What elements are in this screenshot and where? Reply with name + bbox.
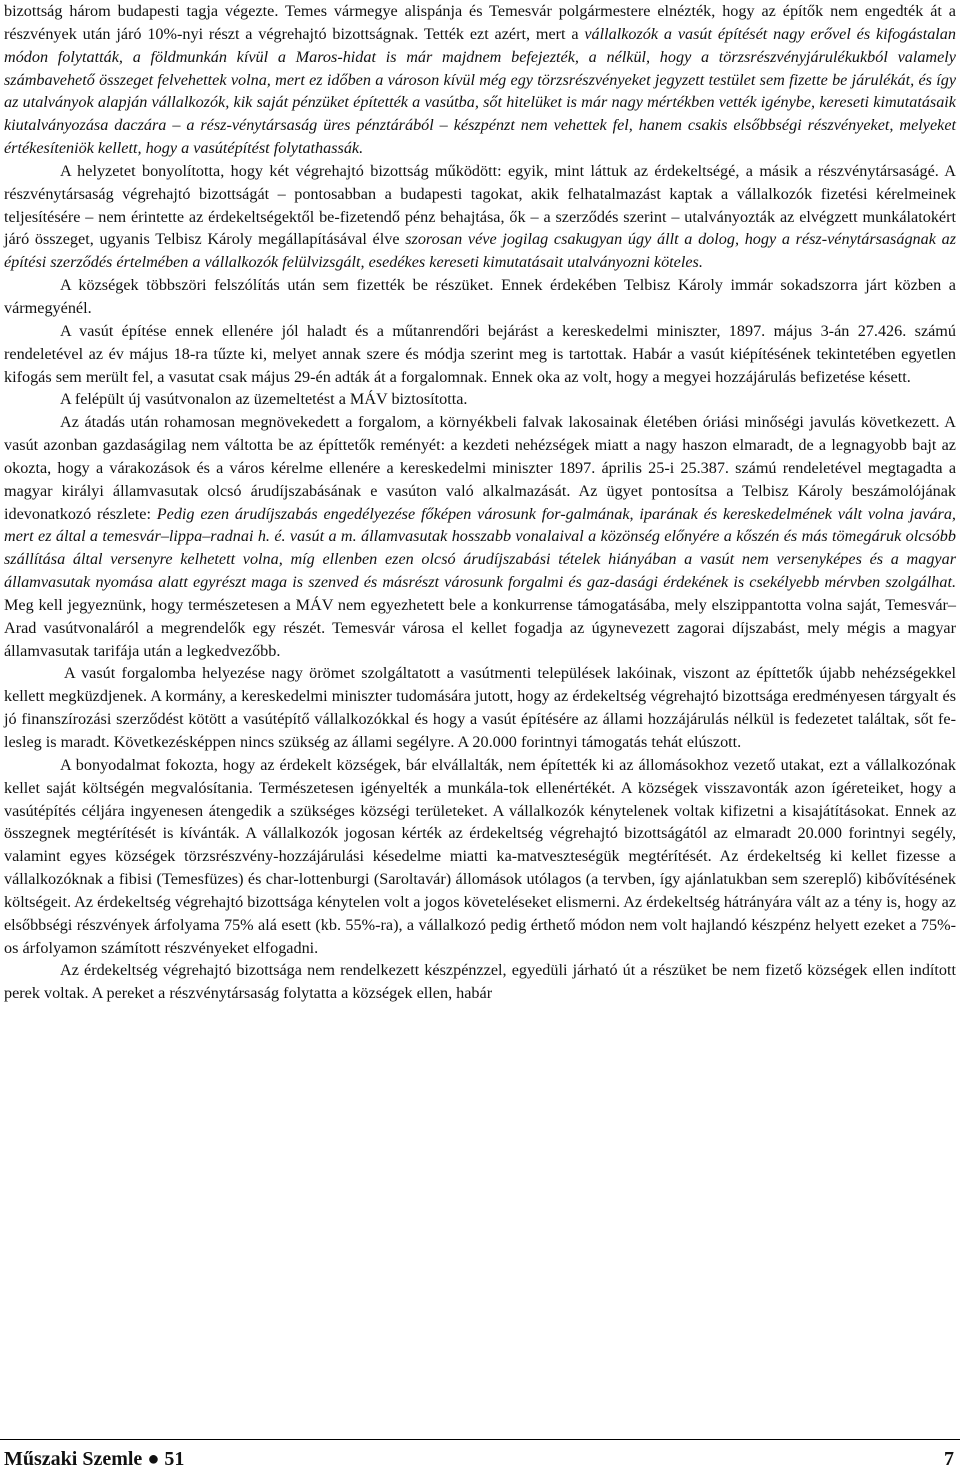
text-run: Az érdekeltség végrehajtó bizottsága nem rendelkezett készpénzzel, egyedüli járható út a részüket be nem fizető községek ellen indított perek voltak. A pereket a részvénytársaság folytatta a községek ellen, habár bbox=[4, 961, 956, 1003]
page-number: 7 bbox=[944, 1448, 954, 1470]
bullet-icon: ● bbox=[147, 1448, 160, 1470]
paragraph bbox=[4, 160, 956, 274]
issue-number: 51 bbox=[164, 1448, 185, 1470]
paragraph bbox=[4, 754, 956, 960]
italic-quote: szorosan véve jogilag csakugyan úgy állt a dolog, hogy a rész-vénytársaságnak az építési szerződés értelmében a vállalkozók felülvizsgált, esedékes kereseti kimutatásait utalványozni köteles. bbox=[4, 230, 957, 272]
paragraph bbox=[4, 959, 956, 1005]
text-run: A felépült új vasútvonalon az üzemeltetést a MÁV biztosította. bbox=[60, 390, 468, 409]
text-run: Meg kell jegyeznünk, hogy természetesen a MÁV nem egyezhetett bele a konkurrense támogatásába, mely elszippantotta volna saját, Temesvár–Arad vasútvonaláról a megrendelők egy részét. Temesvár városa el kellet fogadja az úgynevezett zagorai díjszabást, mely mégis a magyar államvasutak tarifája után a legkedvezőbb. bbox=[4, 595, 956, 660]
journal-title bbox=[4, 1447, 184, 1471]
text-run: Az átadás után rohamosan megnövekedett a forgalom, a környékbeli falvak lakosainak életében óriási minőségi javulás következett. A vasút azonban gazdaságilag nem váltotta be az építtetők reményét: a kezdeti nehézségek miatt a nagy haszon elmaradt, de a legnagyobb bajt az okozta, hogy a várakozások és a város kérelme ellenére a kereskedelmi miniszter 1897. április 25-i 25.387. számú rendeletével megtagadta a magyar királyi államvasutak olcsó árudíjszabásának e vasúton való alkalmazását. Az ügyet pontosítsa a Telbisz Károly beszámolójának idevonatkozó részlete: bbox=[4, 413, 956, 523]
text-run: A vasút forgalomba helyezése nagy örömet szolgáltatott a vasútmenti települések lakóinak, viszont az építtetők újabb nehézségekkel kellett megküzdjenek. A kormány, a kereskedelmi miniszter tudomására jutott, hogy az érdekeltség végrehajtó bizottsága eredményesen tárgyalt és jó finanszírozási szerződést kötött a vasútépítő vállalkozókkal és hogy a vasút építésére az állami hozzájárulás nélkül is fedezetet találtak, sőt fe-lesleg is maradt. Következésképpen nincs szükség az állami segélyre. A 20.000 forintnyi támogatás tehát elúszott. bbox=[4, 664, 956, 751]
paragraph bbox=[4, 411, 956, 662]
footer-divider bbox=[0, 1439, 960, 1440]
text-run: A községek többszöri felszólítás után sem fizették be részüket. Ennek érdekében Telbisz Károly immár sokadszorra járt közben a vármegyénél. bbox=[4, 276, 956, 317]
journal-name: Műszaki Szemle bbox=[4, 1448, 143, 1470]
text-run: A bonyodalmat fokozta, hogy az érdekelt községek, bár elvállalták, nem építették ki az állomásokhoz vezető utakat, ezt a vállalkozónak kellet saját költségén megvalósítania. Természetesen igényelték a munkála-tok ellenértékét. A községek visszavonták azon ígéreteiket, hogy a vasútépítés céljára ingyenesen átengedik a szükséges községi területeket. A vállalkozók kénytelenek voltak kifizetni a kisajátításokat. Ennek az összegnek megtérítését is kívánták. A vállalkozók jogosan kérték az érdekeltség végrehajtó bizottságától az elmaradt 20.000 forintnyi segély, valamint egyes községek törzsrészvény-hozzájárulási késedelme miatti ka-matveszteségük megtérítését. Az érdekeltség ki kellet fizesse a vállalkozóknak a fibisi (Temesfüzes) és char-lottenburgi (Saroltavár) állomások utólagos (a tervben, így ajánlatukban sem szereplő) kibővítésének költségeit. Az érdekeltség végrehajtó bizottsága kénytelen volt a jogos követeléseket elismerni. Az érdekeltség hátrányára vált az a tény is, hogy az elsőbbségi részvények árfolyama 75% alá esett (kb. 55%-ra), a vállalkozó pedig érthető módon nem volt hajlandó készpénz helyett ezeket a 75%-os árfolyamon számított részvényeket elfogadni. bbox=[4, 755, 956, 957]
paragraph bbox=[4, 662, 956, 753]
paragraph bbox=[4, 320, 956, 389]
text-run: bizottság három budapesti tagja végezte. Temes vármegye alispánja és Temesvár polgármestere elnézték, hogy az építők nem engedték át a részvények után járó 10%-nyi részt a végrehajtó bizottságnak. Tették ezt azért, mert a bbox=[4, 2, 956, 43]
text-run: A vasút építése ennek ellenére jól haladt és a műtanrendőri bejárást a kereskedelmi miniszter, 1897. május 3-án 27.426. számú rendeletével az év május 18-ra tűzte ki, melyet annak szere és módja szerint meg is tartottak. Habár a vasút kiépítésének tekintetében egyetlen kifogás sem merült fel, a vasutat csak május 29-én adták át a forgalomnak. Ennek oka az volt, hogy a megyei hozzájárulás befizetése késett. bbox=[4, 321, 956, 386]
article-body bbox=[4, 0, 956, 1005]
text-run: A helyzetet bonyolította, hogy két végrehajtó bizottság működött: egyik, mint láttuk az érdekeltségé, a másik a részvénytársaságé. A részvénytársaság végrehajtó bizottságát – pontosabban a budapesti tagokat, akik felhatalmazást kaptak a vállalkozók fizetési kérelmeinek teljesítésére – nem érintette az érdekeltségektől be-fizetendő pénz behajtása, ők – a szerződés szerint – utalványozták az elvégzett munkálatokért járó összeget, ugyanis Telbisz Károly megállapításával élve bbox=[4, 161, 956, 249]
page-footer bbox=[4, 1447, 954, 1471]
italic-quote: Pedig ezen árudíjszabás engedélyezése főképen városunk for-galmának, iparának és kereskedelmének vált volna javára, mert ez által a temesvár–lippa–radnai h. é. vasút a m. államvasutak hosszabb vonalaival a közönség előnyére a kőszén és más tömegáruk olcsóbb szállítása által versenyre kelhetett volna, míg ellenben ezen olcsó árudíjszabási tételek hiányában a vasút nem versenyképes és a magyar államvasutak nyomása alatt egyrészt maga is szenved és másrészt városunk forgalmi és gaz-dasági érdekének is csekélyebb mérvben szolgálhat. bbox=[4, 504, 956, 592]
paragraph bbox=[4, 0, 956, 160]
paragraph bbox=[4, 388, 956, 411]
paragraph bbox=[4, 274, 956, 320]
italic-quote: vállalkozók a vasút építését nagy erővel és kifogástalan módon folytatták, a földmunkán kívül a Maros-hidat is már majdnem befejezték, a nélkül, hogy a törzsrészvényjárulékukból valamely számbavehető összeget felvehettek volna, mert ez időben a városon kívül még egy törzsrészvényeket jegyzett testület sem fizette be járulékát, és így az utalványok alapján vállalkozók, kik saját pénzüket építették a vasútba, sőt hitelüket is már nagy mértékben vették igénybe, kereseti kimutatásaik kiutalványozása daczára – a rész-vénytársaság üres pénztárából – készpénzt nem vehettek fel, hanem csakis elsőbbségi részvényeket, melyeket értékesíteniök kellett, hogy a vasútépítést folytathassák. bbox=[4, 24, 956, 158]
